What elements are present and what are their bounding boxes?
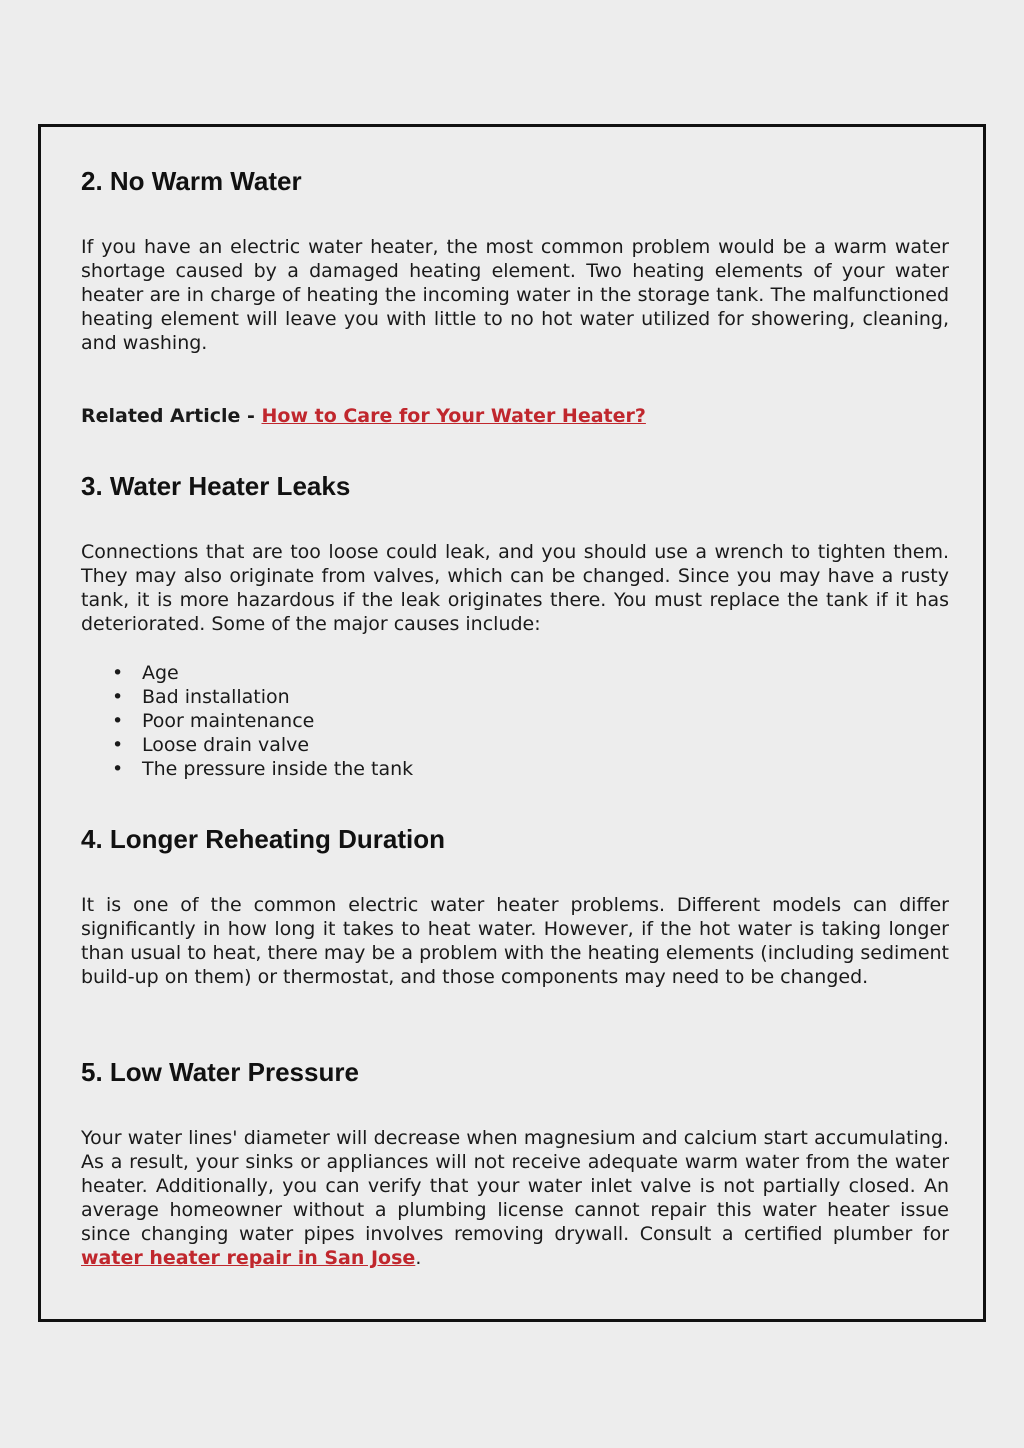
list-item: • Age <box>81 661 949 685</box>
list-item: • The pressure inside the tank <box>81 757 949 781</box>
list-item: • Poor maintenance <box>81 709 949 733</box>
paragraph-water-heater-leaks: Connections that are too loose could leak, and you should use a wrench to tighten them. They may also originate from valves, which can be changed. Since you may have a rusty tank, it is more hazardous if the leak originates there. You must replace the tank if it has deteriorated. Some of the major causes include: <box>81 541 949 635</box>
list-item: • Loose drain valve <box>81 733 949 757</box>
paragraph-low-water-pressure <box>81 1126 949 1270</box>
paragraph-end: . <box>415 1247 422 1269</box>
related-article <box>81 404 646 428</box>
heading-no-warm-water: 2. No Warm Water <box>81 166 302 196</box>
article-frame <box>38 124 986 1322</box>
heading-low-water-pressure: 5. Low Water Pressure <box>81 1057 359 1087</box>
paragraph-longer-reheating: It is one of the common electric water heater problems. Different models can differ significantly in how long it takes to heat water. However, if the hot water is taking longer than usual to heat, there may be a problem with the heating elements (including sediment build-up on them) or thermostat, and those components may need to be changed. <box>81 894 949 988</box>
related-article-link[interactable]: How to Care for Your Water Heater? <box>261 405 646 427</box>
paragraph-text: Your water lines' diameter will decrease when magnesium and calcium start accumulating. As a result, your sinks or appliances will not receive adequate warm water from the water heater. Additionally, you can verify that your water inlet valve is not partially closed. An average homeowner without a plumbing license cannot repair this water heater issue since changing water pipes involves removing drywall. Consult a certified plumber for <box>81 1127 949 1245</box>
list-item: • Bad installation <box>81 685 949 709</box>
paragraph-no-warm-water: If you have an electric water heater, the most common problem would be a warm water shortage caused by a damaged heating element. Two heating elements of your water heater are in charge of heating the incoming water in the storage tank. The malfunctioned heating element will leave you with little to no hot water utilized for showering, cleaning, and washing. <box>81 236 949 354</box>
heading-water-heater-leaks: 3. Water Heater Leaks <box>81 471 351 501</box>
related-article-label: Related Article - <box>81 405 262 427</box>
causes-list <box>81 661 949 781</box>
repair-link[interactable]: water heater repair in San Jose <box>81 1247 416 1269</box>
heading-longer-reheating: 4. Longer Reheating Duration <box>81 824 446 854</box>
